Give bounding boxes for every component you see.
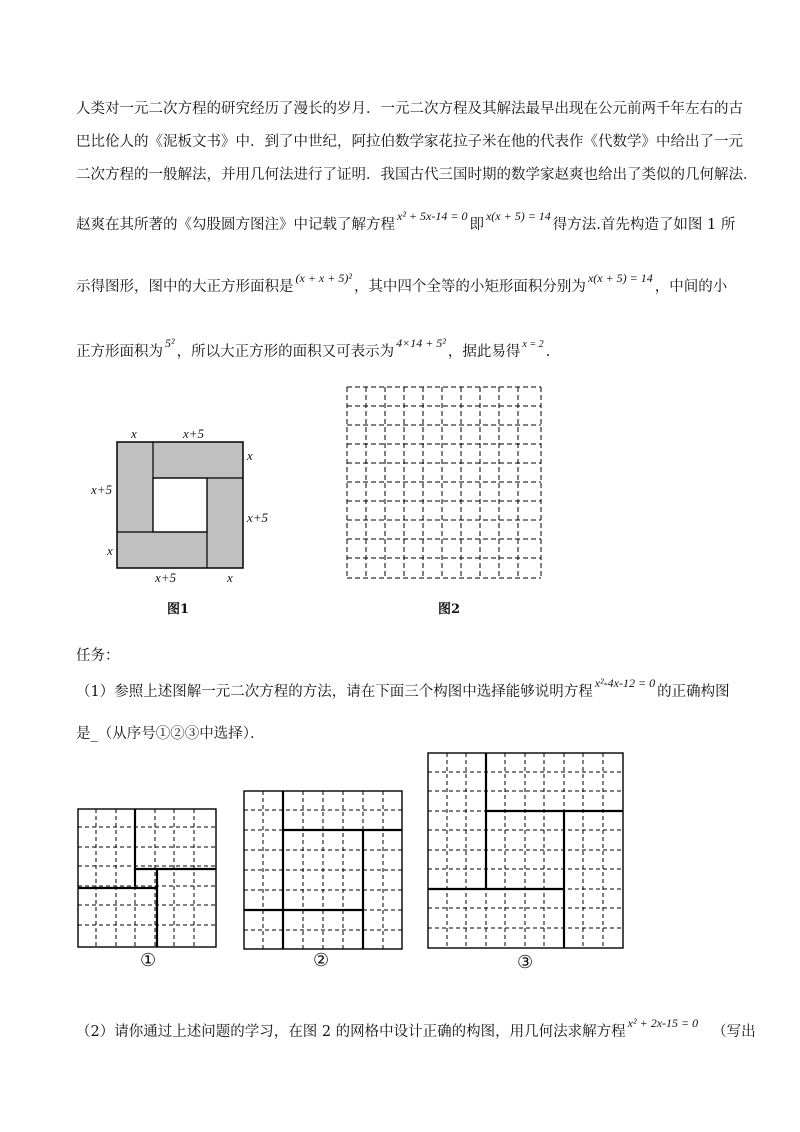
equation: x² + 5x-14 = 0 [397,209,468,223]
figure-2-grid [345,385,545,580]
paragraph-line-5 [76,271,728,296]
label-bottom-x5: x+5 [155,570,177,585]
equation: x(x + 5) = 14 [485,209,551,223]
option-1-label: ① [140,950,157,971]
text: （写出 [712,1024,756,1040]
label-right-x5: x+5 [247,510,269,525]
option-3-figure [427,752,624,949]
equation: 4×14 + 5² [396,336,446,350]
question-2-line-1 [76,1016,756,1041]
text: ，其中四个全等的小矩形面积分别为 [353,279,586,295]
option-1-figure [77,808,217,948]
text: 的正确构图 [657,684,730,700]
equation: x(x + 5) = 14 [587,271,653,285]
question-1-line-1 [76,676,730,701]
text: （2）请你通过上述问题的学习，在图 2 的网格中设计正确的构图，用几何法求解方程 [76,1024,626,1040]
text: . [545,344,551,360]
equation: x²-4x-12 = 0 [594,676,656,690]
figure-1-inner-square [153,478,207,532]
label-top-x5: x+5 [183,426,205,441]
label-right-x: x [247,448,253,463]
question-1-line-2: 是_（从序号①②③中选择）． [76,726,265,742]
text: 赵爽在其所著的《勾股圆方图注》中记载了解方程 [76,217,395,233]
equation: 5² [165,336,175,350]
text: ，据此易得 [447,344,521,360]
figure-1 [115,440,245,570]
text: 得方法.首先构造了如图 1 所 [552,217,736,233]
equation: (x + x + 5)² [295,271,352,285]
task-heading: 任务： [76,648,120,664]
equation: x² + 2x-15 = 0 [627,1016,699,1030]
paragraph-line-3: 二次方程的一般解法，并用几何法进行了证明．我国古代三国时期的数学家赵爽也给出了类似的几何解法． [76,167,758,183]
label-left-x: x [107,543,113,558]
option-3-label: ③ [517,952,534,973]
paragraph-line-1: 人类对一元二次方程的研究经历了漫长的岁月．一元二次方程及其解法最早出现在公元前两千年左右的古 [76,101,743,117]
label-top-x: x [131,426,137,441]
figure-1-caption: 图1 [167,602,190,617]
text: （1）参照上述图解一元二次方程的方法，请在下面三个构图中选择能够说明方程 [76,684,593,700]
paragraph-line-4 [76,209,736,234]
text: ，中间的小 [654,279,728,295]
text: 即 [469,217,484,233]
paragraph-line-2: 巴比伦人的《泥板文书》中．到了中世纪，阿拉伯数学家花拉子米在他的代表作《代数学》中给出了一元 [76,134,743,150]
option-2-label: ② [313,950,330,971]
paragraph-line-6 [76,336,551,361]
figure-2-caption: 图2 [438,602,461,617]
text: 示得图形，图中的大正方形面积是 [76,279,294,295]
label-left-x5: x+5 [91,482,113,497]
option-2-figure [243,790,403,950]
text: ，所以大正方形的面积又可表示为 [176,344,395,360]
label-bottom-x: x [227,570,233,585]
text: 正方形面积为 [76,344,163,360]
equation: x = 2 [522,339,544,350]
